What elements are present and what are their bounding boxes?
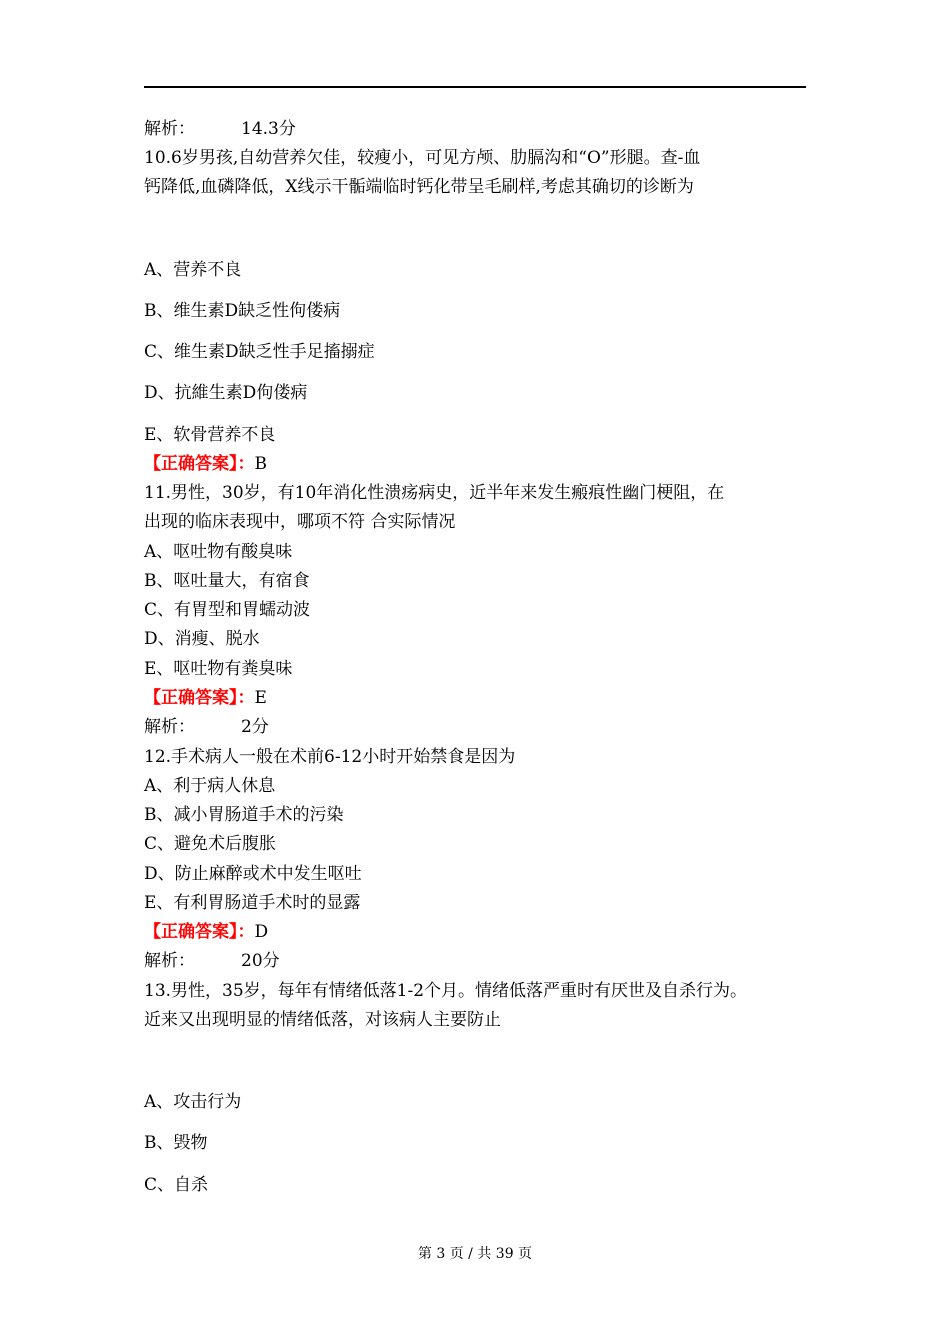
analysis-score: 2分 [241, 717, 269, 737]
header-rule [144, 86, 806, 88]
correct-answer-value: E [254, 688, 267, 708]
q11-option-e: E、呕吐物有粪臭味 [144, 659, 293, 679]
q13-stem-line-2: 近来又出现明显的情绪低落，对该病人主要防止 [144, 1010, 501, 1030]
analysis-label: 解析： [144, 717, 195, 737]
page-number-footer: 第 3 页 / 共 39 页 [417, 1246, 533, 1262]
q11-option-b: B、呕吐量大，有宿食 [144, 571, 310, 591]
q10-answer [144, 453, 267, 475]
q10-option-a: A、营养不良 [144, 260, 242, 280]
correct-answer-value: B [254, 454, 267, 474]
analysis-score: 20分 [241, 951, 280, 971]
q11-option-d: D、消瘦、脱水 [144, 629, 260, 649]
q12-analysis [144, 950, 280, 972]
q13-option-c: C、自杀 [144, 1175, 209, 1195]
q13-stem-line-1: 13.男性，35岁，每年有情绪低落1-2个月。情绪低落严重时有厌世及自杀行为。 [144, 981, 748, 1001]
q13-option-a: A、攻击行为 [144, 1092, 242, 1112]
q10-stem-line-2: 钙降低,血磷降低，X线示干骺端临时钙化带呈毛刷样,考虑其确切的诊断为 [144, 177, 694, 197]
analysis-label: 解析： [144, 119, 195, 139]
q12-answer [144, 921, 268, 943]
q11-option-c: C、有胃型和胃蠕动波 [144, 600, 311, 620]
q12-stem-line-1: 12.手术病人一般在术前6-12小时开始禁食是因为 [144, 747, 516, 767]
analysis-label: 解析： [144, 951, 195, 971]
correct-answer-value: D [254, 922, 269, 942]
q10-option-d: D、抗維生素D佝偻病 [144, 383, 308, 403]
q10-analysis [144, 118, 296, 140]
q11-option-a: A、呕吐物有酸臭味 [144, 542, 293, 562]
q11-analysis [144, 716, 269, 738]
q12-option-e: E、有利胃肠道手术时的显露 [144, 893, 361, 913]
q11-stem-line-1: 11.男性，30岁，有10年消化性溃疡病史，近半年来发生瘢痕性幽门梗阻，在 [144, 483, 725, 503]
q13-option-b: B、毁物 [144, 1133, 208, 1153]
q11-stem-line-2: 出现的临床表现中，哪项不符 合实际情况 [144, 512, 456, 532]
q10-option-c: C、维生素D缺乏性手足搐搦症 [144, 342, 375, 362]
q10-option-e: E、软骨营养不良 [144, 425, 276, 445]
q10-stem-line-1: 10.6岁男孩,自幼营养欠佳，较瘦小，可见方颅、肋膈沟和“O”形腿。查-血 [144, 148, 701, 168]
q11-answer [144, 687, 267, 709]
correct-answer-label: 【正确答案】： [144, 922, 255, 942]
analysis-score: 14.3分 [241, 119, 296, 139]
correct-answer-label: 【正确答案】： [144, 688, 255, 708]
q12-option-c: C、避免术后腹胀 [144, 834, 277, 854]
correct-answer-label: 【正确答案】： [144, 454, 255, 474]
q12-option-a: A、利于病人休息 [144, 776, 276, 796]
q10-option-b: B、维生素D缺乏性佝偻病 [144, 301, 341, 321]
q12-option-b: B、减小胃肠道手术的污染 [144, 805, 344, 825]
q12-option-d: D、防止麻醉或术中发生呕吐 [144, 864, 362, 884]
